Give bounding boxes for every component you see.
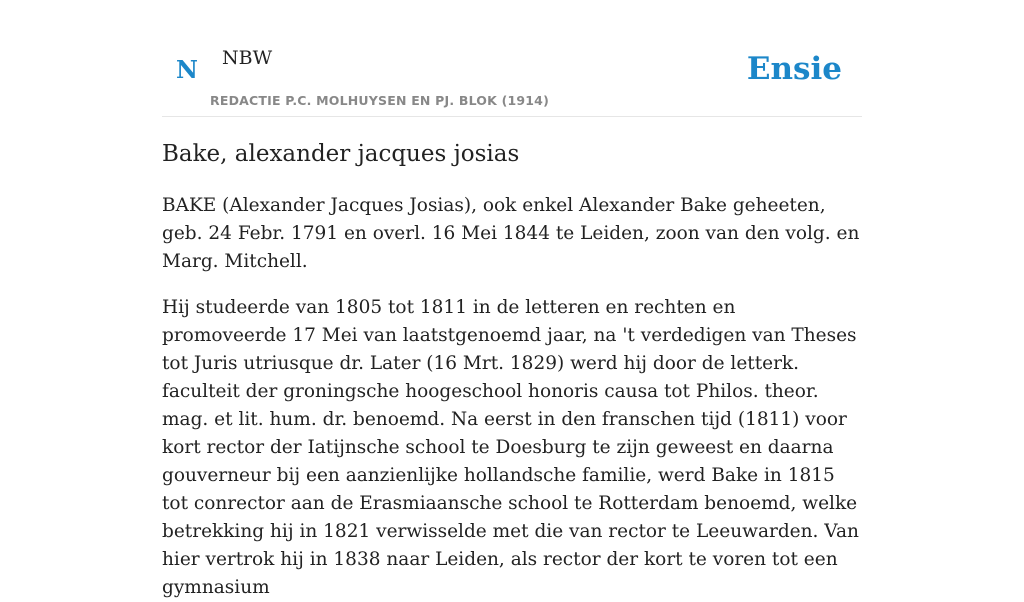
source-logo-icon[interactable]: N (176, 55, 198, 84)
source-header (162, 0, 862, 117)
article-title: Bake, alexander jacques josias (162, 141, 520, 167)
source-name[interactable]: NBW (222, 47, 273, 69)
source-subtitle: REDACTIE P.C. MOLHUYSEN EN PJ. BLOK (1914) (210, 93, 549, 108)
article-paragraph: Hij studeerde van 1805 tot 1811 in de letteren en rechten en promoveerde 17 Mei van laatstgenoemd jaar, na 't verdedigen van Theses tot Juris utriusque dr. Later (16 Mrt. 1829) werd hij door de letterk. faculteit der groningsche hoogeschool honoris causa tot Philos. theor. mag. et lit. hum. dr. benoemd. Na eerst in den franschen tijd (1811) voor kort rector der Iatijnsche school te Doesburg te zijn geweest en daarna gouverneur bij een aanzienlijke hollandsche familie, werd Bake in 1815 tot conrector aan de Erasmiaansche school te Rotterdam benoemd, welke betrekking hij in 1821 verwisselde met die van rector te Leeuwarden. Van hier vertrok hij in 1838 naar Leiden, als rector der kort te voren tot een gymnasium (162, 297, 859, 598)
article-paragraph: BAKE (Alexander Jacques Josias), ook enkel Alexander Bake geheeten, geb. 24 Febr. 1791 en overl. 16 Mei 1844 te Leiden, zoon van den volg. en Marg. Mitchell. (162, 195, 860, 272)
article (162, 138, 862, 602)
ensie-logo-link[interactable]: Ensie (746, 51, 842, 87)
